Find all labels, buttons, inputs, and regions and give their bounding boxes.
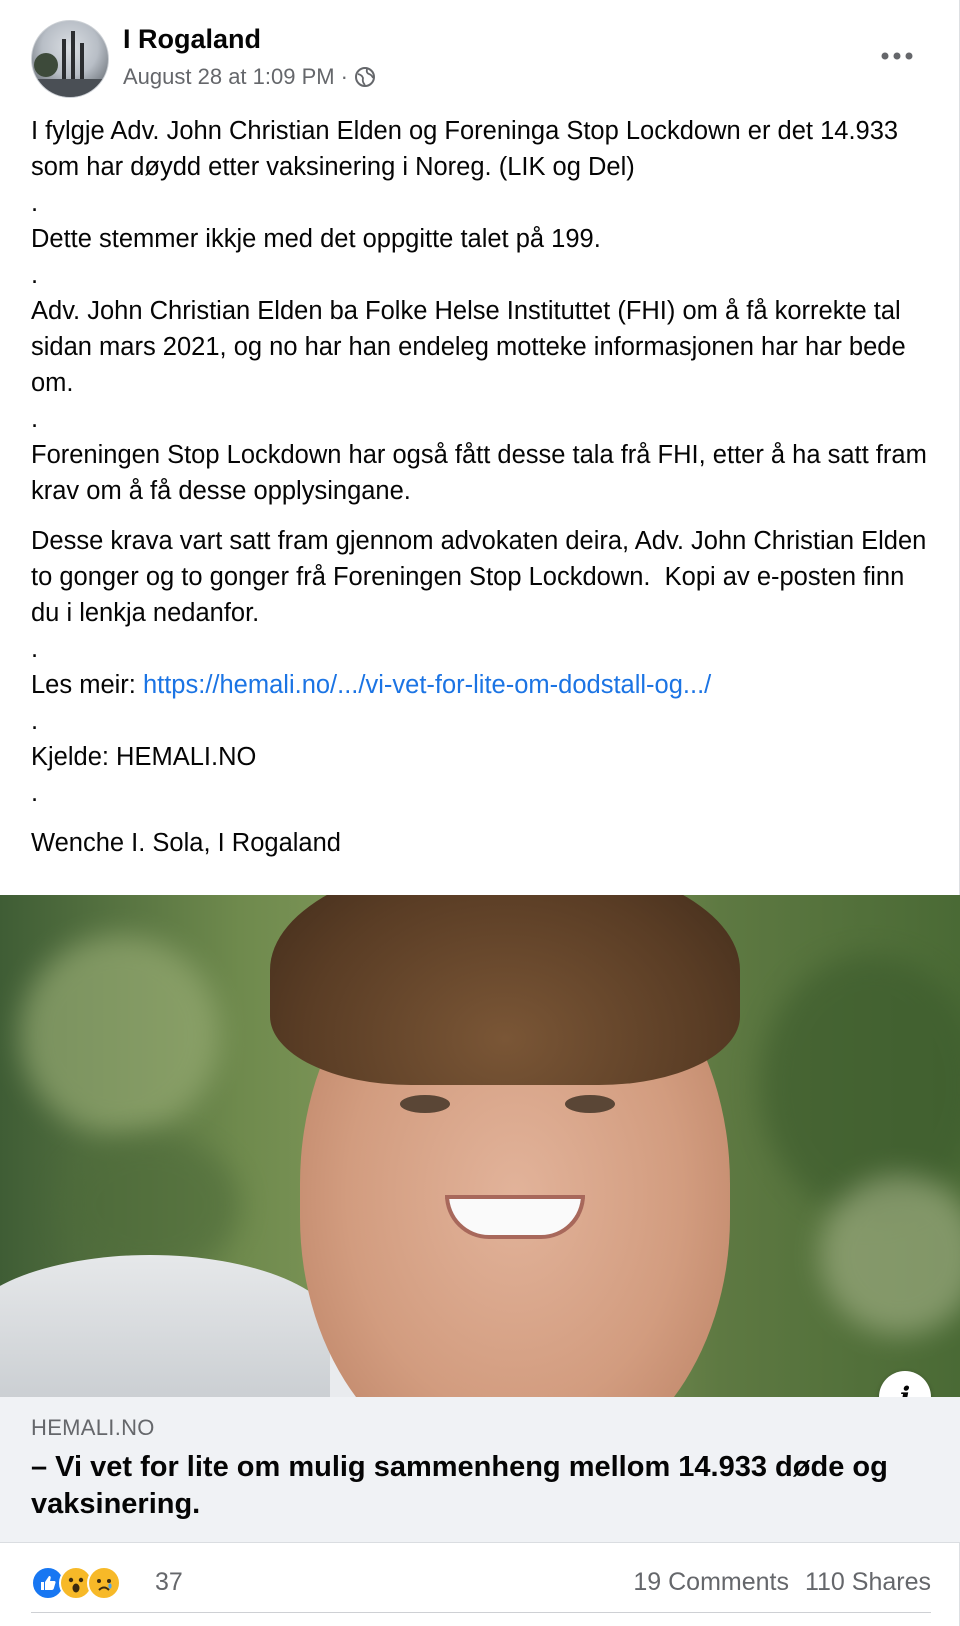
read-more-link[interactable]: https://hemali.no/.../vi-vet-for-lite-om-dodstall-og.../ — [142, 671, 712, 699]
engagement-counts — [633, 1568, 931, 1597]
post-paragraph: . — [31, 405, 39, 433]
post-meta — [123, 64, 376, 90]
shares-count[interactable]: 110 Shares — [804, 1568, 931, 1596]
post-paragraph: Kjelde: HEMALI.NO — [31, 743, 257, 771]
post-paragraph: . — [31, 779, 39, 807]
post-paragraph: Dette stemmer ikkje med det oppgitte talet på 199. — [31, 225, 601, 253]
page-name[interactable]: I Rogaland — [123, 24, 262, 54]
link-domain: HEMALI.NO — [31, 1415, 155, 1440]
post-footer — [31, 1562, 931, 1606]
person-hair — [270, 895, 740, 1085]
post-paragraph: . — [31, 189, 39, 217]
post-paragraph: I fylgje Adv. John Christian Elden og Foreninga Stop Lockdown er det 14.933 som har døydd etter vaksinering i Noreg. (LIK og Del) — [31, 117, 906, 181]
post-paragraph: . — [31, 707, 39, 735]
left-eye — [400, 1095, 450, 1113]
post-paragraph: Adv. John Christian Elden ba Folke Helse Instituttet (FHI) om å få korrekte tal sidan mars 2021, og no har han endeleg motteke informasjonen har har bede om. — [31, 297, 913, 397]
car-shape — [0, 1255, 340, 1397]
link-preview-image[interactable] — [0, 895, 960, 1397]
post-paragraph: . — [31, 635, 39, 663]
link-preview[interactable] — [0, 1397, 960, 1543]
post-paragraph: . — [31, 261, 39, 289]
paragraph-gap — [31, 811, 931, 825]
post-paragraph: Desse krava vart satt fram gjennom advokaten deira, Adv. John Christian Elden to gonger og to gonger frå Foreningen Stop Lockdown. Kopi av e-posten finn du i lenkja nedanfor. — [31, 527, 934, 627]
sad-icon — [87, 1566, 121, 1600]
globe-icon[interactable] — [354, 66, 376, 88]
reactions-summary[interactable] — [31, 1566, 115, 1600]
footer-divider — [31, 1612, 931, 1613]
meta-separator: · — [340, 64, 348, 89]
post-text — [31, 113, 934, 861]
link-headline[interactable]: – Vi vet for lite om mulig sammenheng mellom 14.933 døde og vaksinering. — [31, 1451, 888, 1520]
post-timestamp[interactable]: August 28 at 1:09 PM — [123, 64, 335, 89]
comments-count[interactable]: 19 Comments — [633, 1568, 789, 1596]
reaction-count[interactable]: 37 — [155, 1568, 183, 1596]
paragraph-gap — [31, 509, 931, 523]
post-paragraph: Wenche I. Sola, I Rogaland — [31, 829, 341, 857]
post-paragraph: Foreningen Stop Lockdown har også fått desse tala frå FHI, etter å ha satt fram krav om å få desse opplysingane. — [31, 441, 934, 505]
more-options-icon[interactable] — [877, 42, 917, 70]
read-more-label: Les meir: — [31, 671, 143, 699]
avatar-image — [32, 21, 109, 98]
page-avatar[interactable] — [31, 20, 109, 98]
post-header — [31, 20, 931, 100]
right-eye — [565, 1095, 615, 1113]
smile — [445, 1195, 585, 1239]
read-more-line — [31, 667, 931, 703]
